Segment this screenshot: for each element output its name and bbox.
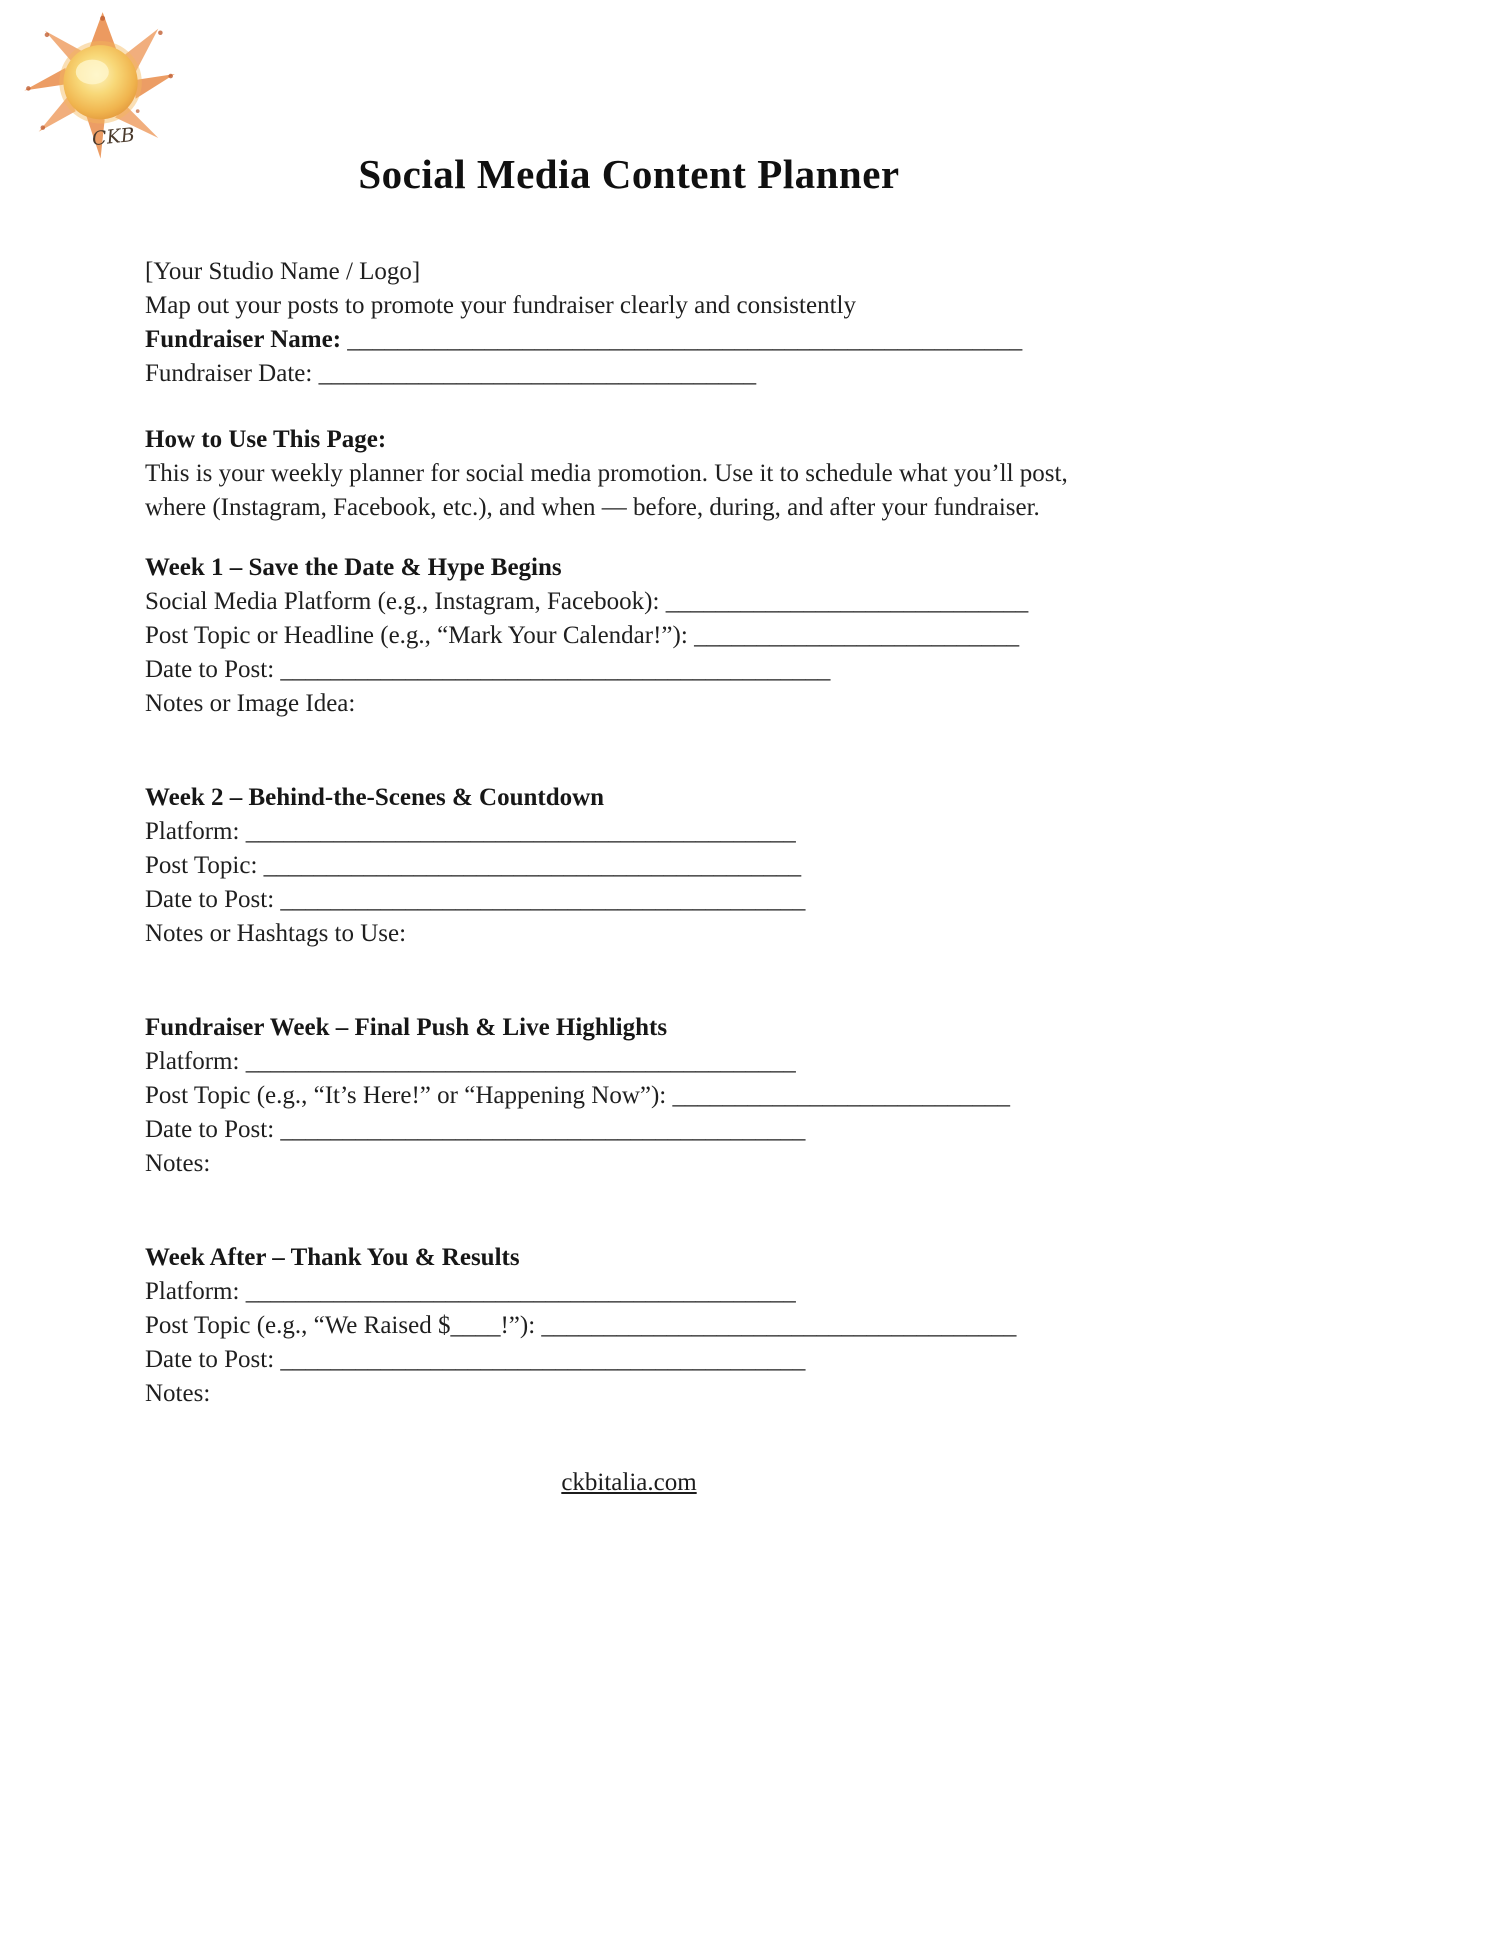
- fill-in-blank: ____________________________________________: [245, 818, 796, 845]
- field-label: Notes:: [145, 1380, 211, 1407]
- fill-in-blank: ___________________________: [672, 1082, 1010, 1109]
- section-week-2: [145, 781, 1113, 951]
- form-field-line: [145, 849, 1113, 883]
- field-label: Social Media Platform (e.g., Instagram, Facebook):: [145, 588, 666, 615]
- field-label: Date to Post:: [145, 1346, 281, 1373]
- field-label: Post Topic (e.g., “It’s Here!” or “Happening Now”):: [145, 1082, 673, 1109]
- section-week-1: [145, 551, 1113, 721]
- form-field-line: [145, 1147, 1113, 1181]
- field-label: Post Topic (e.g., “We Raised $____!”):: [145, 1312, 542, 1339]
- field-label: Notes:: [145, 1150, 211, 1177]
- fill-in-blank: _____________________________: [665, 588, 1029, 615]
- form-field-line: [145, 1309, 1113, 1343]
- howto-heading: How to Use This Page:: [145, 426, 387, 453]
- fill-in-blank: ______________________________________: [541, 1312, 1017, 1339]
- form-field-line: [145, 619, 1113, 653]
- form-field-line: [145, 917, 1113, 951]
- fundraiser-date-label: Fundraiser Date:: [145, 360, 319, 387]
- field-label: Post Topic or Headline (e.g., “Mark Your Calendar!”):: [145, 622, 695, 649]
- form-field-line: [145, 687, 1113, 721]
- fundraiser-date-blank: ___________________________________: [318, 360, 757, 387]
- logo-monogram: CKB: [90, 123, 136, 151]
- howto-body: This is your weekly planner for social media promotion. Use it to schedule what you’ll post, where (Instagram, Facebook, etc.), and when — before, during, and after your fundraiser.: [145, 460, 1068, 521]
- footer-link[interactable]: ckbitalia.com: [561, 1469, 697, 1496]
- form-field-line: [145, 1377, 1113, 1411]
- studio-logo: [16, 8, 181, 173]
- fill-in-blank: __________________________: [694, 622, 1020, 649]
- document-body: [145, 150, 1113, 1500]
- how-to-block: [145, 423, 1113, 525]
- form-field-line: [145, 883, 1113, 917]
- tagline: Map out your posts to promote your fundraiser clearly and consistently: [145, 292, 856, 319]
- fundraiser-name-label: Fundraiser Name:: [145, 326, 348, 353]
- field-label: Notes or Hashtags to Use:: [145, 920, 407, 947]
- fundraiser-date-line: [145, 357, 1113, 391]
- section-heading: Fundraiser Week – Final Push & Live Highlights: [145, 1014, 668, 1041]
- footer: [145, 1466, 1113, 1500]
- section-fundraiser-week: [145, 1011, 1113, 1181]
- section-heading: Week 2 – Behind-the-Scenes & Countdown: [145, 784, 605, 811]
- section-heading: Week After – Thank You & Results: [145, 1244, 520, 1271]
- field-label: Date to Post:: [145, 886, 281, 913]
- form-field-line: [145, 1343, 1113, 1377]
- section-week-after: [145, 1241, 1113, 1411]
- form-field-line: [145, 1045, 1113, 1079]
- fill-in-blank: ____________________________________________: [245, 1278, 796, 1305]
- fill-in-blank: __________________________________________: [280, 1116, 806, 1143]
- form-field-line: [145, 1113, 1113, 1147]
- fundraiser-name-line: [145, 323, 1113, 357]
- form-field-line: [145, 585, 1113, 619]
- field-label: Platform:: [145, 1048, 246, 1075]
- form-field-line: [145, 1079, 1113, 1113]
- field-label: Platform:: [145, 818, 246, 845]
- fill-in-blank: __________________________________________: [280, 1346, 806, 1373]
- form-field-line: [145, 815, 1113, 849]
- intro-block: [145, 255, 1113, 391]
- field-label: Date to Post:: [145, 656, 281, 683]
- field-label: Date to Post:: [145, 1116, 281, 1143]
- fill-in-blank: ____________________________________________: [245, 1048, 796, 1075]
- section-heading: Week 1 – Save the Date & Hype Begins: [145, 554, 562, 581]
- fill-in-blank: ____________________________________________: [280, 656, 831, 683]
- fill-in-blank: __________________________________________: [280, 886, 806, 913]
- form-field-line: [145, 1275, 1113, 1309]
- page-title: Social Media Content Planner: [358, 151, 900, 197]
- form-field-line: [145, 653, 1113, 687]
- field-label: Platform:: [145, 1278, 246, 1305]
- fundraiser-name-blank: ______________________________________________________: [347, 326, 1023, 353]
- fill-in-blank: ___________________________________________: [263, 852, 802, 879]
- field-label: Notes or Image Idea:: [145, 690, 356, 717]
- field-label: Post Topic:: [145, 852, 264, 879]
- studio-name-placeholder: [Your Studio Name / Logo]: [145, 258, 421, 285]
